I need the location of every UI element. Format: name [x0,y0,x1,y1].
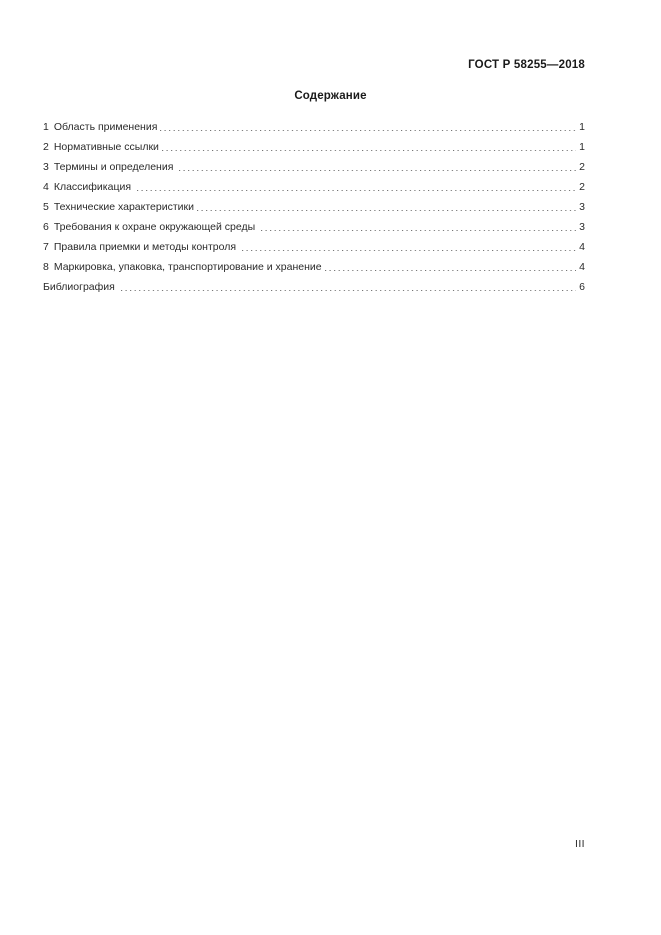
toc-entry-label: Нормативные ссылки [53,141,159,153]
toc-entry-label: Маркировка, упаковка, транспортирование и хранение [53,261,322,273]
toc-entry-label: Библиография [43,281,115,293]
toc-entry-number: 7 [43,241,49,253]
toc-entry-label: Правила приемки и методы контроля [53,241,237,253]
toc-entry-page-number: 1 [579,121,585,133]
toc-entry[interactable] [43,217,585,237]
toc-dot-leader [242,241,576,253]
toc-entry-number: 2 [43,141,49,153]
page-folio: III [575,838,585,850]
toc-entry-label: Требования к охране окружающей среды [53,221,256,233]
toc-entry-page-number: 3 [579,201,585,213]
page-title: Содержание [294,90,367,102]
toc-entry[interactable] [43,117,585,137]
toc-entry-page-number: 6 [579,281,585,293]
toc-dot-leader [325,261,577,273]
toc-entry[interactable] [43,277,585,297]
toc-entry[interactable] [43,257,585,277]
toc-entry-page-number: 2 [579,161,585,173]
toc-dot-leader [160,121,576,133]
toc-entry-page-number: 2 [579,181,585,193]
toc-dot-leader [137,181,576,193]
toc-entry-page-number: 4 [579,241,585,253]
toc-entry[interactable] [43,197,585,217]
toc-dot-leader [179,161,576,173]
toc-dot-leader [261,221,576,233]
toc-dot-leader [121,281,576,293]
toc-dot-leader [162,141,576,153]
toc-entry-label: Термины и определения [53,161,174,173]
toc-entry-page-number: 3 [579,221,585,233]
toc-entry[interactable] [43,137,585,157]
toc-entry-page-number: 4 [579,261,585,273]
toc-entry[interactable] [43,177,585,197]
toc-entry-number: 5 [43,201,49,213]
toc-entry-page-number: 1 [579,141,585,153]
toc-dot-leader [197,201,576,213]
toc-entry-number: 3 [43,161,49,173]
toc-entry[interactable] [43,237,585,257]
toc-entry-label: Классификация [53,181,132,193]
table-of-contents [43,117,585,297]
toc-entry-label: Технические характеристики [53,201,194,213]
standard-number-header: ГОСТ Р 58255—2018 [468,59,585,71]
toc-entry-number: 8 [43,261,49,273]
toc-entry[interactable] [43,157,585,177]
toc-entry-number: 4 [43,181,49,193]
toc-entry-number: 1 [43,121,49,133]
toc-entry-number: 6 [43,221,49,233]
toc-entry-label: Область применения [53,121,158,133]
